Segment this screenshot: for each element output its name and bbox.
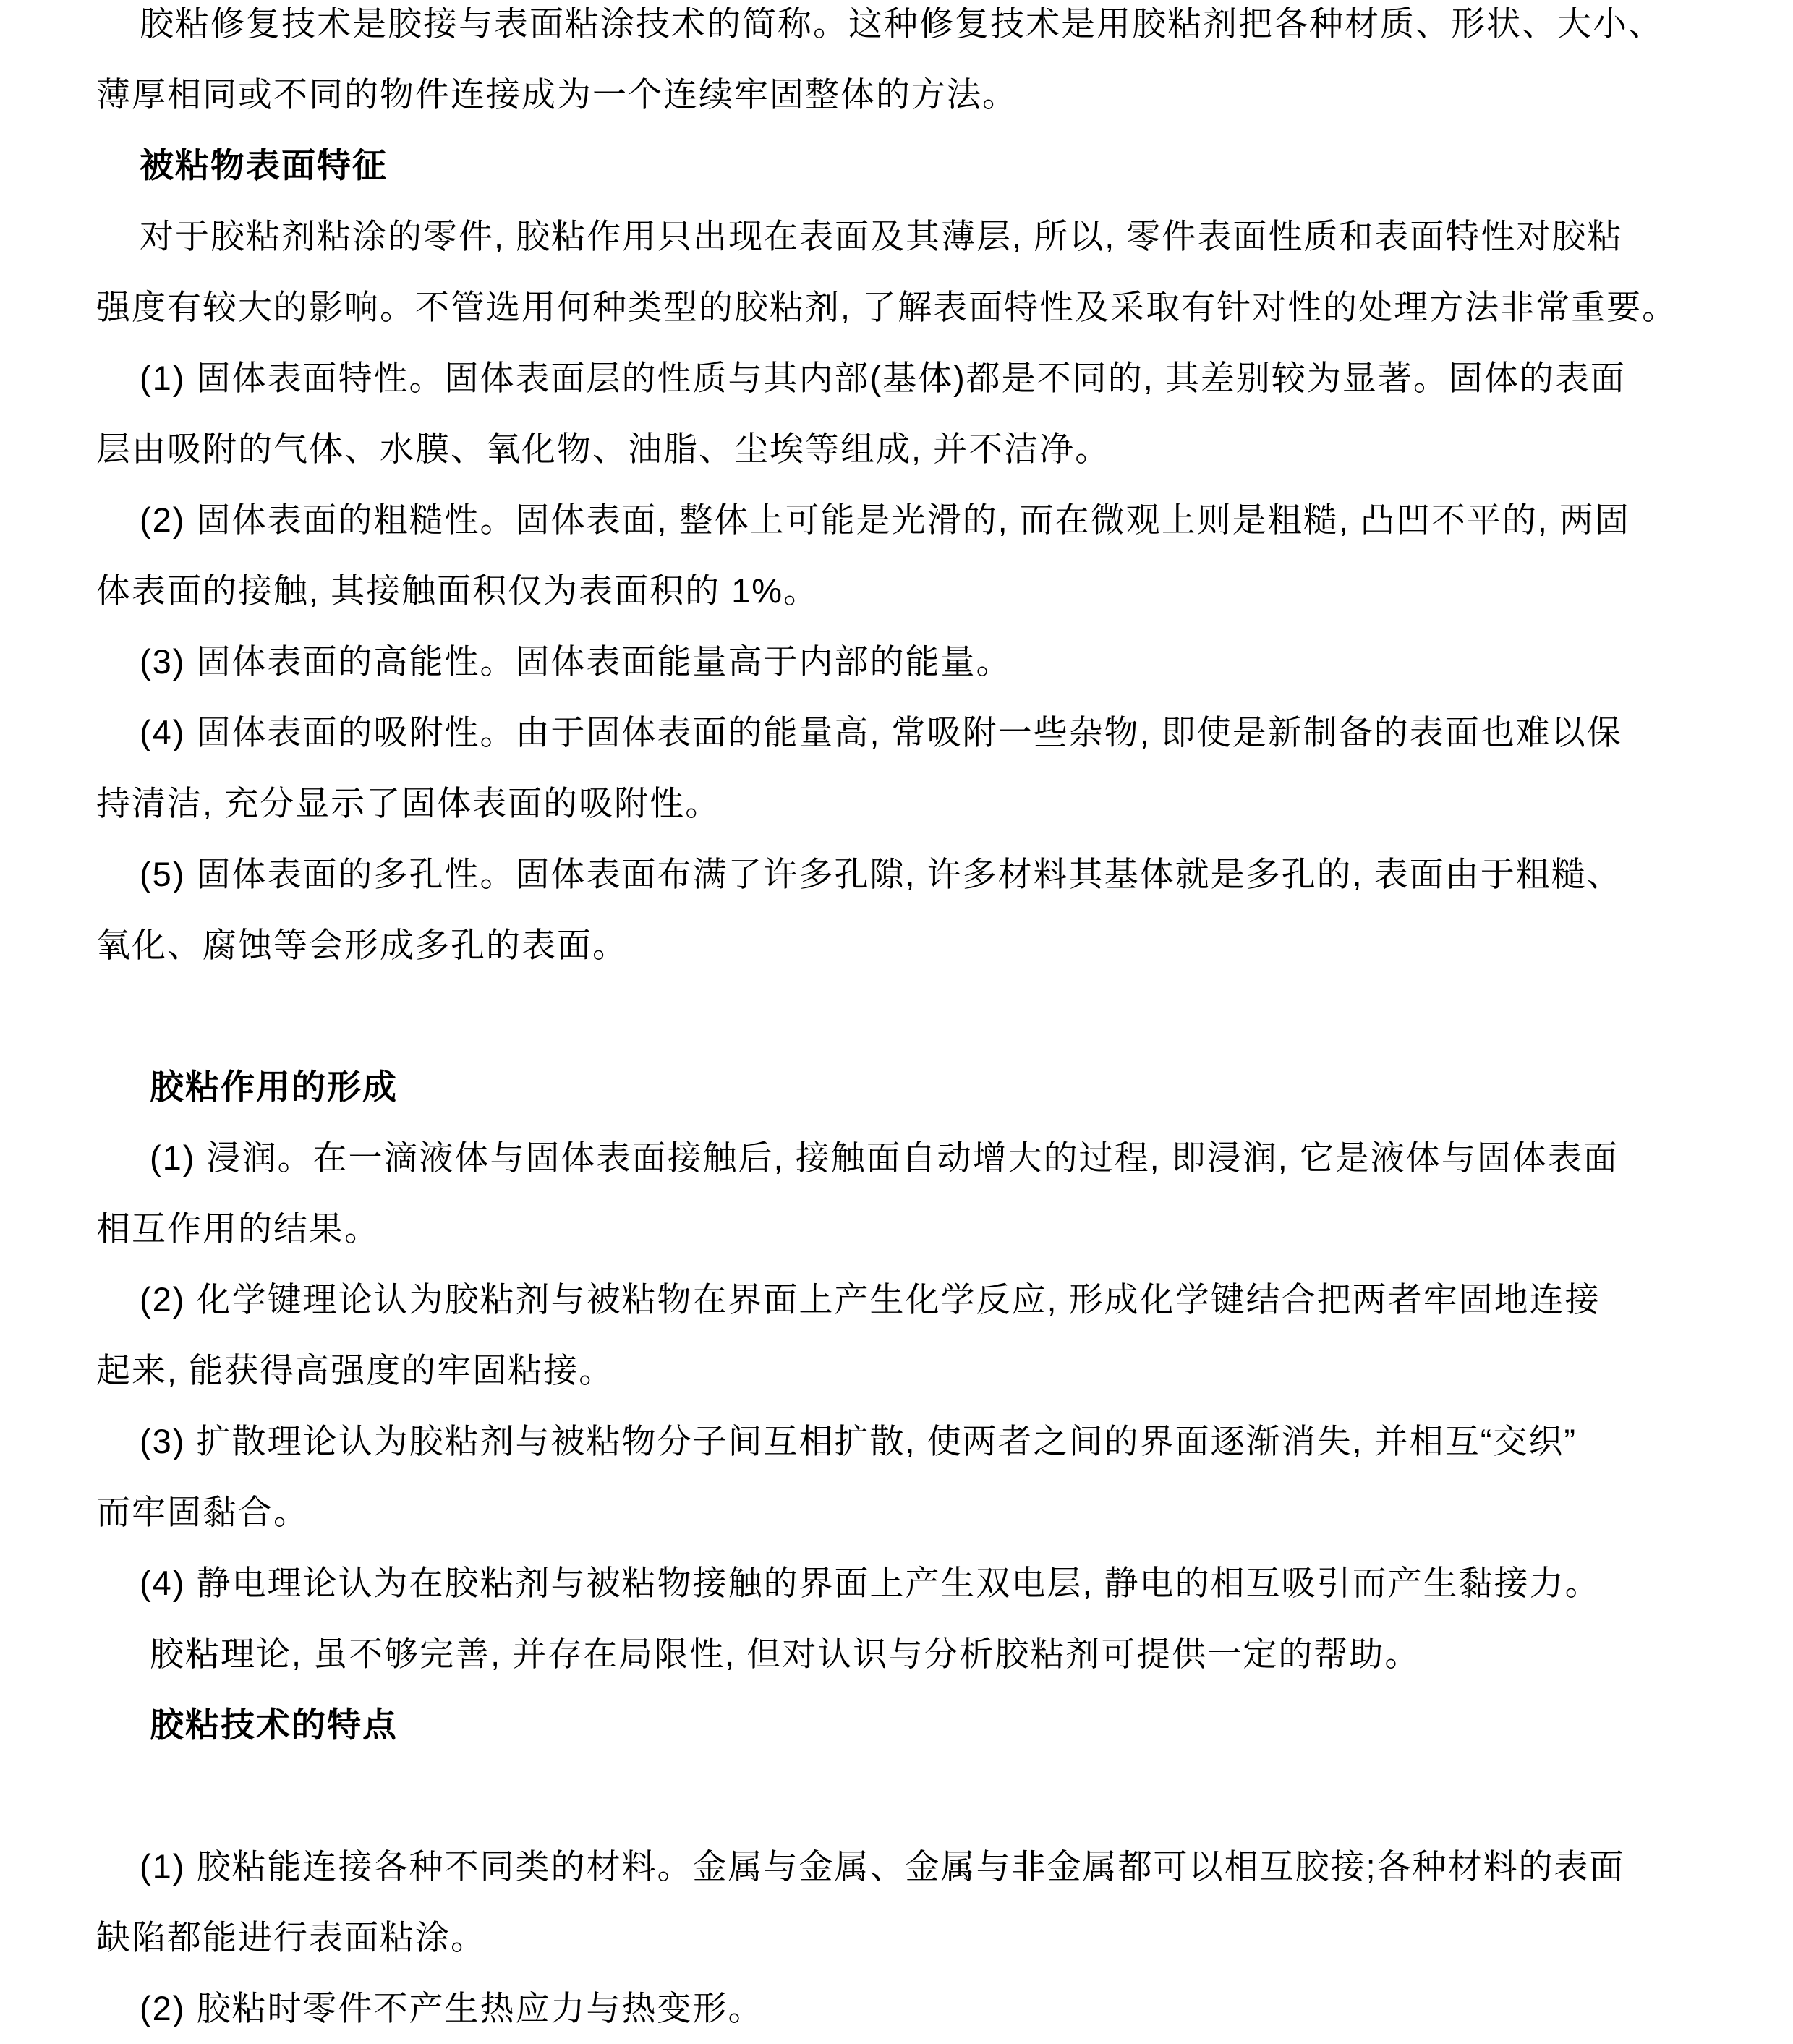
- text-line: (2) 胶粘时零件不产生热应力与热变形。: [140, 1989, 764, 2027]
- text-line: 强度有较大的影响。不管选用何种类型的胶粘剂, 了解表面特性及采取有针对性的处理方法非常重要。: [96, 288, 1678, 326]
- text-line: 胶粘修复技术是胶接与表面粘涂技术的简称。这种修复技术是用胶粘剂把各种材质、形状、大小、: [140, 4, 1664, 43]
- text-line: 持清洁, 充分显示了固体表面的吸附性。: [96, 784, 721, 822]
- text-line: (1) 胶粘能连接各种不同类的材料。金属与金属、金属与非金属都可以相互胶接;各种材料的表面: [140, 1847, 1625, 1886]
- text-line: (1) 固体表面特性。固体表面层的性质与其内部(基体)都是不同的, 其差别较为显著。固体的表面: [140, 359, 1626, 397]
- text-line: 起来, 能获得高强度的牢固粘接。: [96, 1351, 615, 1389]
- text-line: (1) 浸润。在一滴液体与固体表面接触后, 接触面自动增大的过程, 即浸润, 它是液体与固体表面: [150, 1138, 1619, 1177]
- text-line: 而牢固黏合。: [96, 1493, 309, 1531]
- text-line: (2) 化学键理论认为胶粘剂与被粘物在界面上产生化学反应, 形成化学键结合把两者牢固地连接: [140, 1280, 1601, 1319]
- section-heading: 胶粘技术的特点: [150, 1706, 398, 1744]
- text-line: 体表面的接触, 其接触面积仅为表面积的 1%。: [96, 571, 819, 610]
- section-heading: 被粘物表面特征: [140, 146, 388, 184]
- text-line: 胶粘理论, 虽不够完善, 并存在局限性, 但对认识与分析胶粘剂可提供一定的帮助。: [150, 1635, 1421, 1673]
- text-line: 薄厚相同或不同的物件连接成为一个连续牢固整体的方法。: [96, 75, 1018, 114]
- text-line: (4) 静电理论认为在胶粘剂与被粘物接触的界面上产生双电层, 静电的相互吸引而产生黏接力。: [140, 1564, 1601, 1602]
- text-line: 对于胶粘剂粘涂的零件, 胶粘作用只出现在表面及其薄层, 所以, 零件表面性质和表面特性对胶粘: [140, 217, 1623, 255]
- text-line: 缺陷都能进行表面粘涂。: [96, 1918, 486, 1956]
- text-line: (5) 固体表面的多孔性。固体表面布满了许多孔隙, 许多材料其基体就是多孔的, 表面由于粗糙、: [140, 855, 1622, 893]
- section-heading: 胶粘作用的形成: [150, 1068, 398, 1106]
- text-line: 层由吸附的气体、水膜、氧化物、油脂、尘埃等组成, 并不洁净。: [96, 430, 1111, 468]
- text-line: (4) 固体表面的吸附性。由于固体表面的能量高, 常吸附一些杂物, 即使是新制备的表面也难以保: [140, 713, 1622, 751]
- text-line: 相互作用的结果。: [96, 1209, 380, 1248]
- document-page: [96, 0, 1724, 2044]
- text-line: (2) 固体表面的粗糙性。固体表面, 整体上可能是光滑的, 而在微观上则是粗糙, 凸凹不平的, 两固: [140, 501, 1630, 539]
- text-line: (3) 扩散理论认为胶粘剂与被粘物分子间互相扩散, 使两者之间的界面逐渐消失, 并相互“交织”: [140, 1422, 1577, 1460]
- text-line: 氧化、腐蚀等会形成多孔的表面。: [96, 926, 628, 964]
- text-line: (3) 固体表面的高能性。固体表面能量高于内部的能量。: [140, 642, 1012, 681]
